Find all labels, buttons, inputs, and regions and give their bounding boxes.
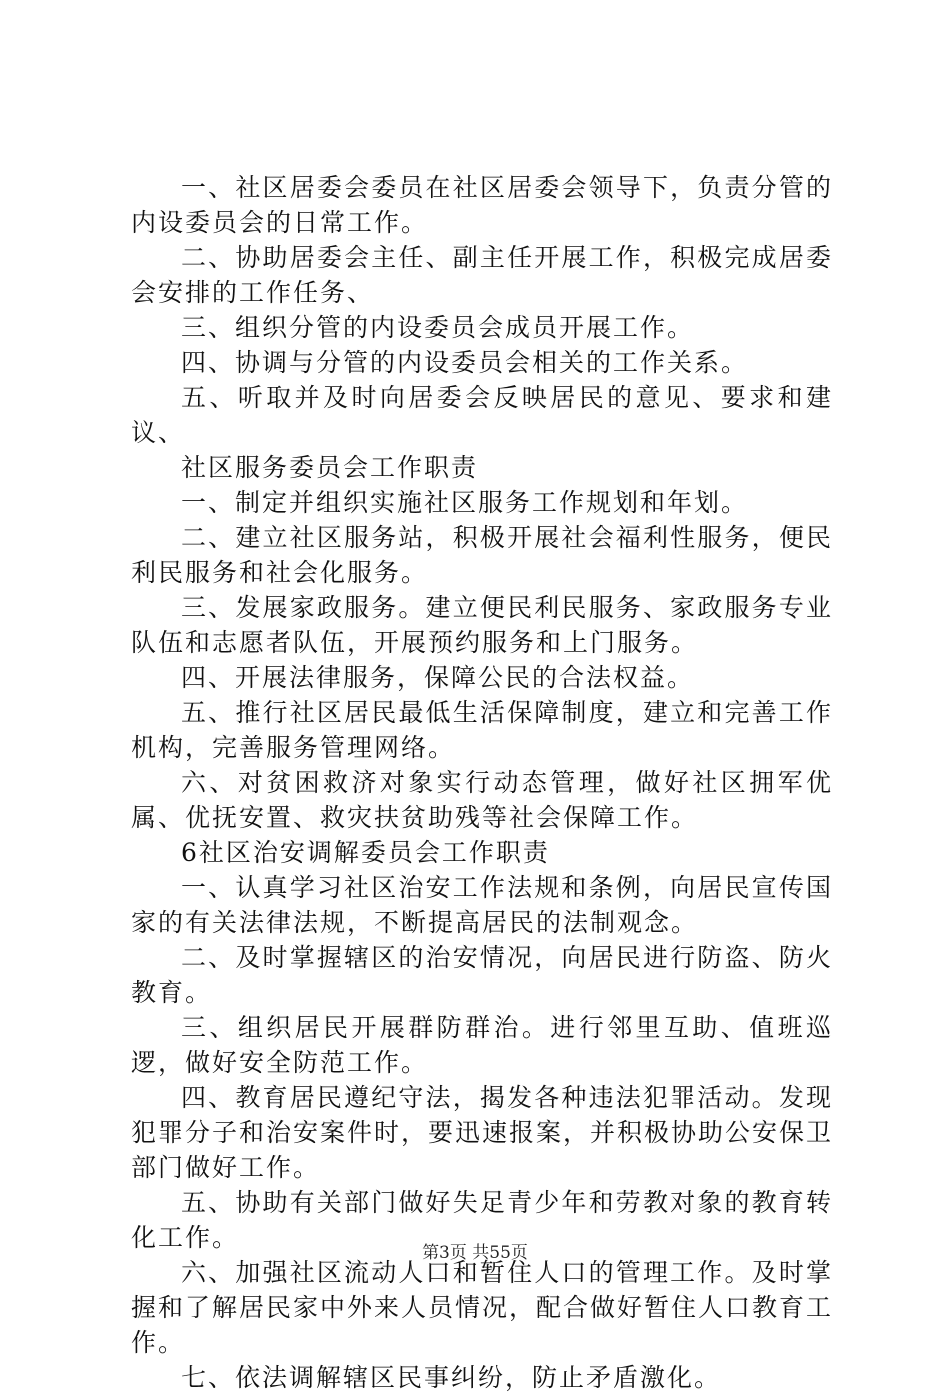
section-heading-security-committee: 6社区治安调解委员会工作职责: [181, 838, 550, 867]
paragraph-security-1: 一、认真学习社区治安工作法规和条例，向居民宣传国家的有关法律法规，不断提高居民的法制观念。: [131, 873, 833, 937]
paragraph-service-6: 六、对贫困救济对象实行动态管理，做好社区拥军优属、优抚安置、救灾扶贫助残等社会保障工作。: [131, 768, 833, 832]
document-body: [131, 170, 833, 1395]
paragraph-service-3: 三、发展家政服务。建立便民利民服务、家政服务专业队伍和志愿者队伍，开展预约服务和上门服务。: [131, 593, 833, 657]
paragraph-security-7: 七、依法调解辖区民事纠纷，防止矛盾激化。: [181, 1363, 722, 1392]
page-number-footer: 第3页 共55页: [422, 1243, 528, 1263]
paragraph-security-2: 二、及时掌握辖区的治安情况，向居民进行防盗、防火教育。: [131, 943, 833, 1007]
paragraph-service-2: 二、建立社区服务站，积极开展社会福利性服务，便民利民服务和社会化服务。: [131, 523, 833, 587]
paragraph-service-5: 五、推行社区居民最低生活保障制度，建立和完善工作机构，完善服务管理网络。: [131, 698, 833, 762]
paragraph-service-4: 四、开展法律服务，保障公民的合法权益。: [181, 663, 695, 692]
paragraph-service-1: 一、制定并组织实施社区服务工作规划和年划。: [181, 488, 749, 517]
paragraph-committee-member-5: 五、听取并及时向居委会反映居民的意见、要求和建议、: [131, 383, 833, 447]
paragraph-committee-member-3: 三、组织分管的内设委员会成员开展工作。: [181, 313, 695, 342]
section-heading-service-committee: 社区服务委员会工作职责: [181, 453, 479, 482]
paragraph-security-6: 六、加强社区流动人口和暂住人口的管理工作。及时掌握和了解居民家中外来人员情况，配合做好暂住人口教育工作。: [131, 1258, 834, 1357]
paragraph-committee-member-2: 二、协助居委会主任、副主任开展工作，积极完成居委会安排的工作任务、: [131, 243, 833, 307]
paragraph-security-5: 五、协助有关部门做好失足青少年和劳教对象的教育转化工作。: [131, 1188, 833, 1252]
paragraph-committee-member-4: 四、协调与分管的内设委员会相关的工作关系。: [181, 348, 749, 377]
paragraph-committee-member-1: 一、社区居委会委员在社区居委会领导下，负责分管的内设委员会的日常工作。: [131, 173, 833, 237]
paragraph-security-4: 四、教育居民遵纪守法，揭发各种违法犯罪活动。发现犯罪分子和治安案件时，要迅速报案，并积极协助公安保卫部门做好工作。: [131, 1083, 834, 1182]
paragraph-security-3: 三、组织居民开展群防群治。进行邻里互助、值班巡逻，做好安全防范工作。: [131, 1013, 833, 1077]
